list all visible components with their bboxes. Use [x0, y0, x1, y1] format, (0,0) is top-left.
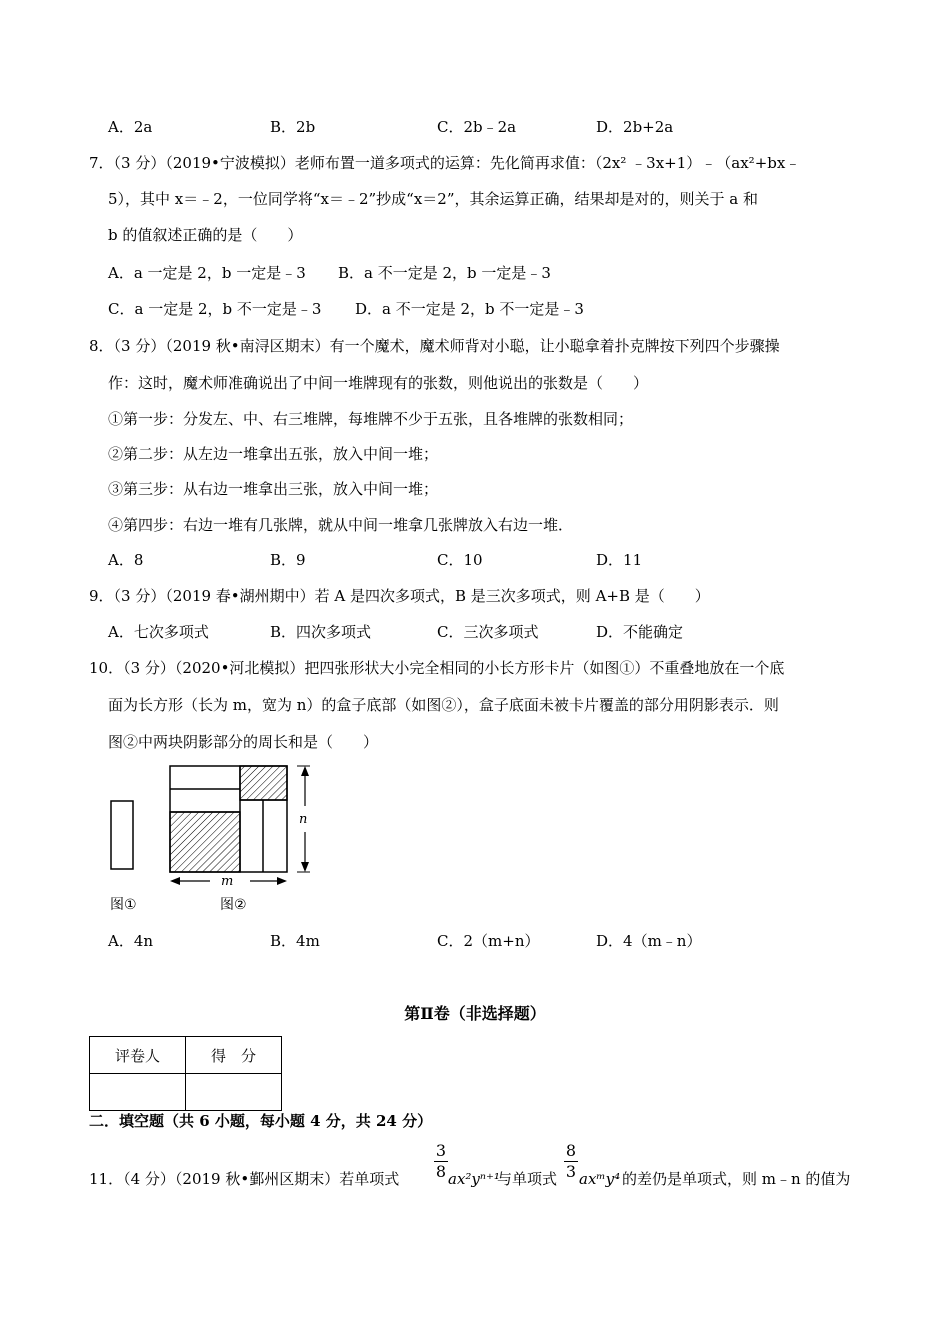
fraction-1-numerator: 3 — [435, 1141, 447, 1160]
q9-option-c: C．三次多项式 — [437, 623, 539, 641]
q11-fraction-2 — [564, 1143, 578, 1180]
q7-option-d: D．a 不一定是 2，b 不一定是﹣3 — [355, 300, 584, 318]
q9-line-1: 9．（3 分）（2019 春•湖州期中）若 A 是四次多项式，B 是三次多项式，则 A+B 是（ ） — [89, 587, 710, 605]
q11-prefix: 11．（4 分）（2019 秋•鄞州区期末）若单项式 — [89, 1170, 400, 1188]
q6-option-b: B．2b — [270, 118, 316, 136]
reviewer-cell — [90, 1074, 186, 1111]
q11-mid: 与单项式 — [497, 1170, 558, 1188]
q6-option-d: D．2b+2a — [596, 118, 674, 136]
label-m: m — [221, 874, 234, 889]
q8-step-3: ③第三步：从右边一堆拿出三张，放入中间一堆； — [108, 480, 439, 498]
q7-line-1: 7．（3 分）（2019•宁波模拟）老师布置一道多项式的运算：先化简再求值：（2x² ﹣3x+1）﹣（ax²+bx﹣ — [89, 154, 801, 172]
q7-option-b: B．a 不一定是 2，b 一定是﹣3 — [338, 264, 551, 282]
q8-line-1: 8．（3 分）（2019 秋•南浔区期末）有一个魔术，魔术师背对小聪，让小聪拿着扑克牌按下列四个步骤操 — [89, 337, 780, 355]
fraction-1-denominator: 8 — [435, 1162, 447, 1181]
q10-option-b: B．4m — [270, 932, 320, 950]
score-table — [89, 1036, 282, 1111]
score-cell — [186, 1074, 282, 1111]
q9-option-b: B．四次多项式 — [270, 623, 372, 641]
q7-line-3: b 的值叙述正确的是（ ） — [108, 226, 303, 244]
q10-figure — [100, 762, 310, 922]
q11-suffix: 的差仍是单项式，则 m﹣n 的值为 — [622, 1170, 851, 1188]
fraction-2-denominator: 3 — [565, 1162, 577, 1181]
q7-option-c: C．a 一定是 2，b 不一定是﹣3 — [108, 300, 322, 318]
q8-option-a: A．8 — [108, 551, 144, 569]
q8-option-c: C．10 — [437, 551, 483, 569]
q9-option-a: A．七次多项式 — [108, 623, 209, 641]
q7-option-a: A．a 一定是 2，b 一定是﹣3 — [108, 264, 306, 282]
fig1-card — [111, 801, 133, 869]
q11-term-1: ax²yⁿ⁺¹ — [448, 1170, 500, 1188]
q8-option-b: B．9 — [270, 551, 306, 569]
q10-option-d: D．4（m﹣n） — [596, 932, 702, 950]
q10-line-2: 面为长方形（长为 m，宽为 n）的盒子底部（如图②），盒子底面未被卡片覆盖的部分用阴影表示．则 — [108, 696, 779, 714]
q8-option-d: D．11 — [596, 551, 643, 569]
q11-term-2: axᵐy⁴ — [579, 1170, 621, 1188]
q10-line-1: 10．（3 分）（2020•河北模拟）把四张形状大小完全相同的小长方形卡片（如图①）不重叠地放在一个底 — [89, 659, 785, 677]
q9-option-d: D．不能确定 — [596, 623, 684, 641]
fraction-2-numerator: 8 — [565, 1141, 577, 1160]
fig2-label: 图② — [220, 897, 247, 913]
q8-line-2: 作：这时，魔术师准确说出了中间一堆牌现有的张数，则他说出的张数是（ ） — [108, 374, 649, 392]
label-n: n — [299, 812, 308, 827]
shaded-region-bottom-left — [170, 812, 240, 872]
q10-line-3: 图②中两块阴影部分的周长和是（ ） — [108, 733, 379, 751]
shaded-region-top-right — [240, 766, 287, 800]
q11-fraction-1 — [434, 1143, 448, 1180]
q8-step-2: ②第二步：从左边一堆拿出五张，放入中间一堆； — [108, 445, 439, 463]
q8-step-4: ④第四步：右边一堆有几张牌，就从中间一堆拿几张牌放入右边一堆． — [108, 516, 574, 534]
reviewer-header: 评卷人 — [90, 1037, 186, 1074]
q6-option-c: C．2b﹣2a — [437, 118, 517, 136]
q10-option-c: C．2（m+n） — [437, 932, 540, 950]
q6-option-a: A．2a — [108, 118, 153, 136]
fig1-label: 图① — [110, 897, 137, 913]
q10-option-a: A．4n — [108, 932, 154, 950]
section-title: 第Ⅱ卷（非选择题） — [404, 1004, 546, 1023]
q8-step-1: ①第一步：分发左、中、右三堆牌，每堆牌不少于五张，且各堆牌的张数相同； — [108, 410, 634, 428]
part2-heading: 二．填空题（共 6 小题，每小题 4 分，共 24 分） — [89, 1112, 433, 1130]
score-header: 得 分 — [186, 1037, 282, 1074]
q7-line-2: 5），其中 x＝﹣2，一位同学将“x＝﹣2”抄成“x＝2”，其余运算正确，结果却是对的，则关于 a 和 — [108, 190, 758, 208]
